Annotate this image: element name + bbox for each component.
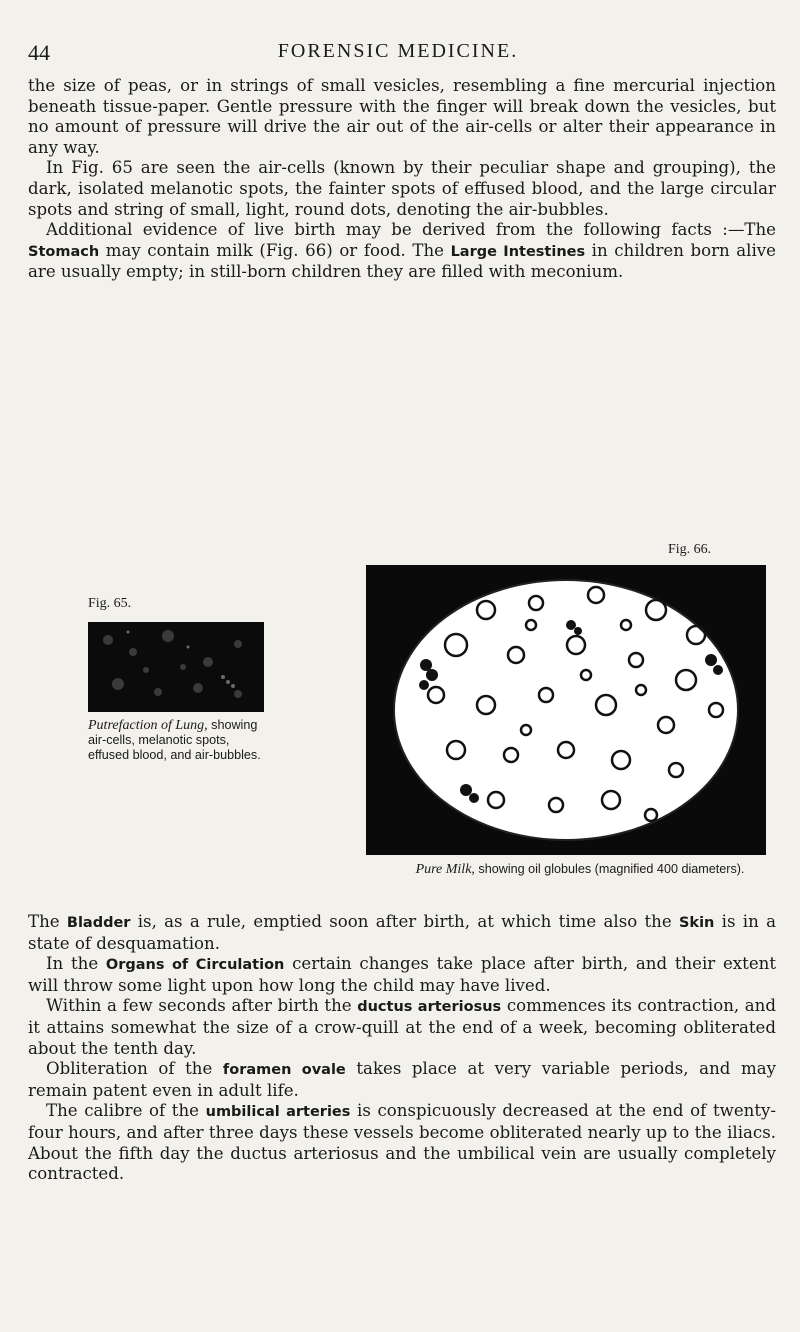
bottom-text-block bbox=[28, 912, 776, 1185]
top-text-block bbox=[28, 76, 776, 283]
paragraph-5: In the Organs of Circulation certain changes take place after birth, and their extent will throw some light upon how long the child may have lived. bbox=[28, 954, 776, 995]
term-organs-of-circulation: Organs of Circulation bbox=[105, 957, 285, 974]
term-umbilical-arteries: umbilical arteries bbox=[205, 1104, 351, 1121]
paragraph-4: The Bladder is, as a rule, emptied soon after birth, at which time also the Skin is in a state of desquamation. bbox=[28, 912, 776, 953]
term-stomach: Stomach bbox=[28, 243, 100, 260]
term-bladder: Bladder bbox=[66, 915, 131, 931]
figure-66-label: Fig. 66. bbox=[668, 542, 712, 557]
figure-66-caption: Pure Milk, showing oil globules (magnified 400 diameters). bbox=[415, 862, 745, 877]
figure-65-caption: Putrefaction of Lung, showing air-cells, melanotic spots, effused blood, and air-bubbles. bbox=[88, 718, 261, 762]
page-header bbox=[28, 40, 768, 72]
paragraph-3: Additional evidence of live birth may be derived from the following facts :—The Stomach may contain milk (Fig. 66) or food. The Large Intestines in children born alive are usually empty; in still-born children they are filled with meconium. bbox=[28, 220, 776, 282]
figure-65-image bbox=[88, 622, 264, 712]
paragraph-2: In Fig. 65 are seen the air-cells (known by their peculiar shape and grouping), the dark, isolated melanotic spots, the fainter spots of effused blood, and the large circular spots and string of small, light, round dots, denoting the air-bubbles. bbox=[28, 158, 776, 219]
running-title: FORENSIC MEDICINE. bbox=[277, 40, 519, 62]
term-ductus-arteriosus: ductus arteriosus bbox=[357, 999, 502, 1016]
figure-66-image bbox=[366, 565, 766, 855]
paragraph-6: Within a few seconds after birth the ductus arteriosus commences its contraction, and it attains somewhat the size of a crow-quill at the end of a week, becoming obliterated about the tenth day. bbox=[28, 996, 776, 1058]
milk-globules-illustration bbox=[366, 565, 766, 855]
page-number: 44 bbox=[28, 40, 50, 65]
paragraph-1: the size of peas, or in strings of small vesicles, resembling a fine mercurial injection beneath tissue-paper. Gentle pressure with the finger will break down the vesicles, but no amount of pressure will drive the air out of the air-cells or alter their appearance in any way. bbox=[28, 76, 776, 157]
lung-illustration bbox=[88, 622, 264, 712]
paragraph-8: The calibre of the umbilical arteries is conspicuously decreased at the end of twenty-four hours, and after three days these vessels become obliterated nearly up to the iliacs. About the fifth day the ductus arteriosus and the umbilical vein are usually completely contracted. bbox=[28, 1101, 776, 1184]
figure-65-label: Fig. 65. bbox=[88, 596, 132, 611]
term-skin: Skin bbox=[678, 915, 715, 931]
term-large-intestines: Large Intestines bbox=[450, 243, 586, 260]
paragraph-7: Obliteration of the foramen ovale takes place at very variable periods, and may remain patent even in adult life. bbox=[28, 1059, 776, 1100]
term-foramen-ovale: foramen ovale bbox=[222, 1062, 346, 1079]
